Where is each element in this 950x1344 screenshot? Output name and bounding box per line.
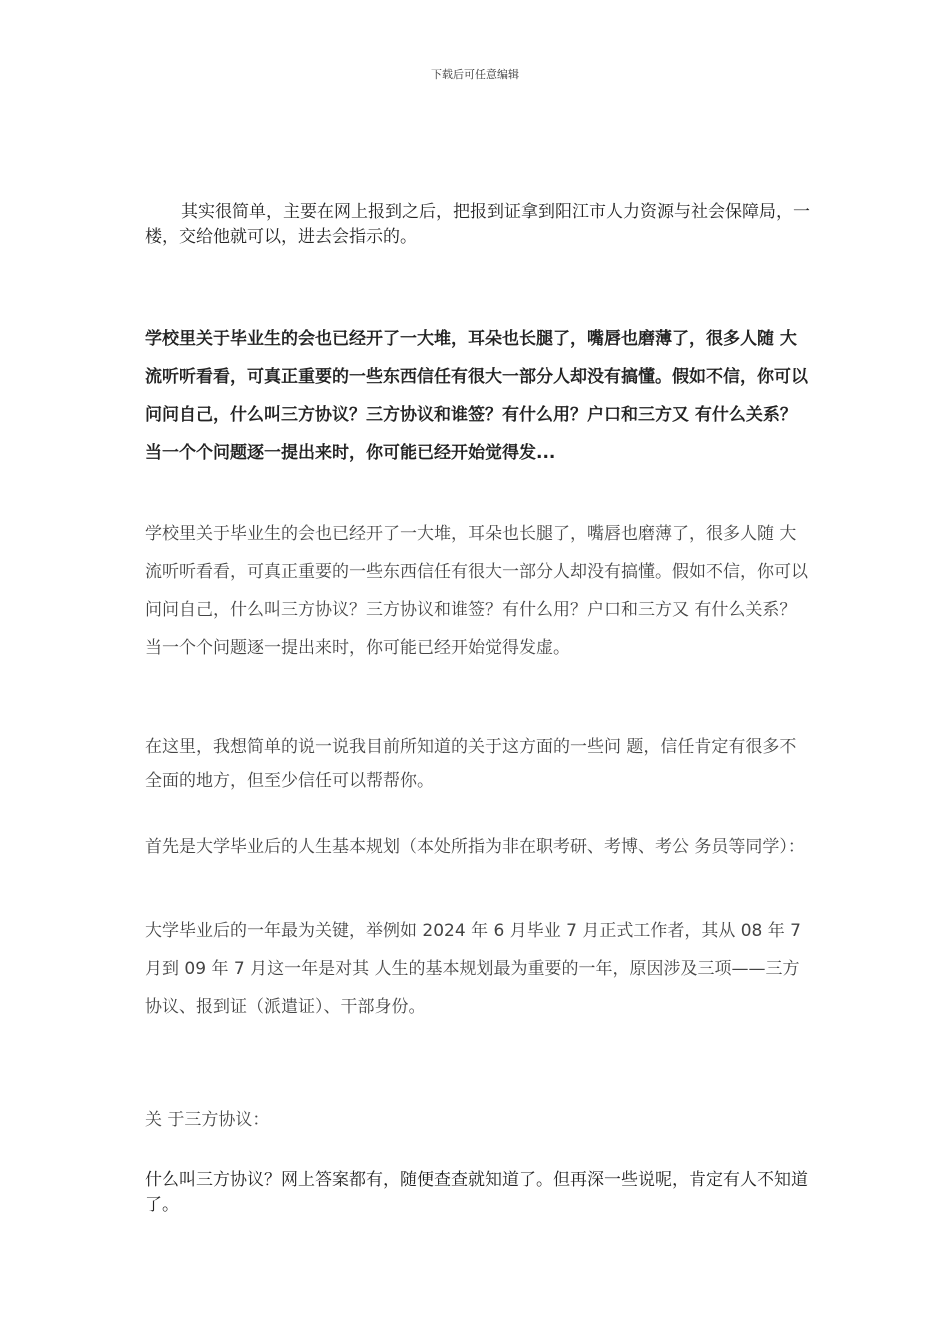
here-paragraph: 在这里，我想简单的说一说我目前所知道的关于这方面的一些问 题，信任肯定有很多不全面的地方，但至少信任可以帮帮你。 — [145, 737, 797, 791]
about-heading: 关 于三方协议： — [145, 1110, 270, 1130]
year-paragraph: 大学毕业后的一年最为关键，举例如 2024 年 6 月毕业 7 月正式工作者，其从 08 年 7 月到 09 年 7 月这一年是对其 人生的基本规划最为重要的一年，原因涉及三项——三方协议、报到证（派遣证）、干部身份。 — [145, 921, 801, 1017]
bold-paragraph: 学校里关于毕业生的会也已经开了一大堆，耳朵也长腿了，嘴唇也磨薄了，很多人随 大流听听看看，可真正重要的一些东西信任有很大一部分人却没有搞懂。假如不信，你可以问问自己，什么叫三方协议？三方协议和谁签？有什么用？户口和三方又 有什么关系？当一个个问题逐一提出来时，你可能已经开始觉得发... — [145, 329, 808, 463]
header-note: 下载后可任意编辑 — [431, 68, 519, 81]
intro-paragraph: 其实很简单，主要在网上报到之后，把报到证拿到阳江市人力资源与社会保障局，一楼，交给他就可以，进去会指示的。 — [145, 202, 810, 247]
first-paragraph: 首先是大学毕业后的人生基本规划（本处所指为非在职考研、考博、考公 务员等同学）： — [145, 837, 805, 857]
repeat-paragraph: 学校里关于毕业生的会也已经开了一大堆，耳朵也长腿了，嘴唇也磨薄了，很多人随 大流听听看看，可真正重要的一些东西信任有很大一部分人却没有搞懂。假如不信，你可以问问自己，什么叫三方协议？三方协议和谁签？有什么用？户口和三方又 有什么关系？当一个个问题逐一提出来时，你可能已经开始觉得发虚。 — [145, 524, 808, 658]
what-paragraph: 什么叫三方协议？网上答案都有，随便查查就知道了。但再深一些说呢，肯定有人不知道了。 — [145, 1170, 808, 1215]
